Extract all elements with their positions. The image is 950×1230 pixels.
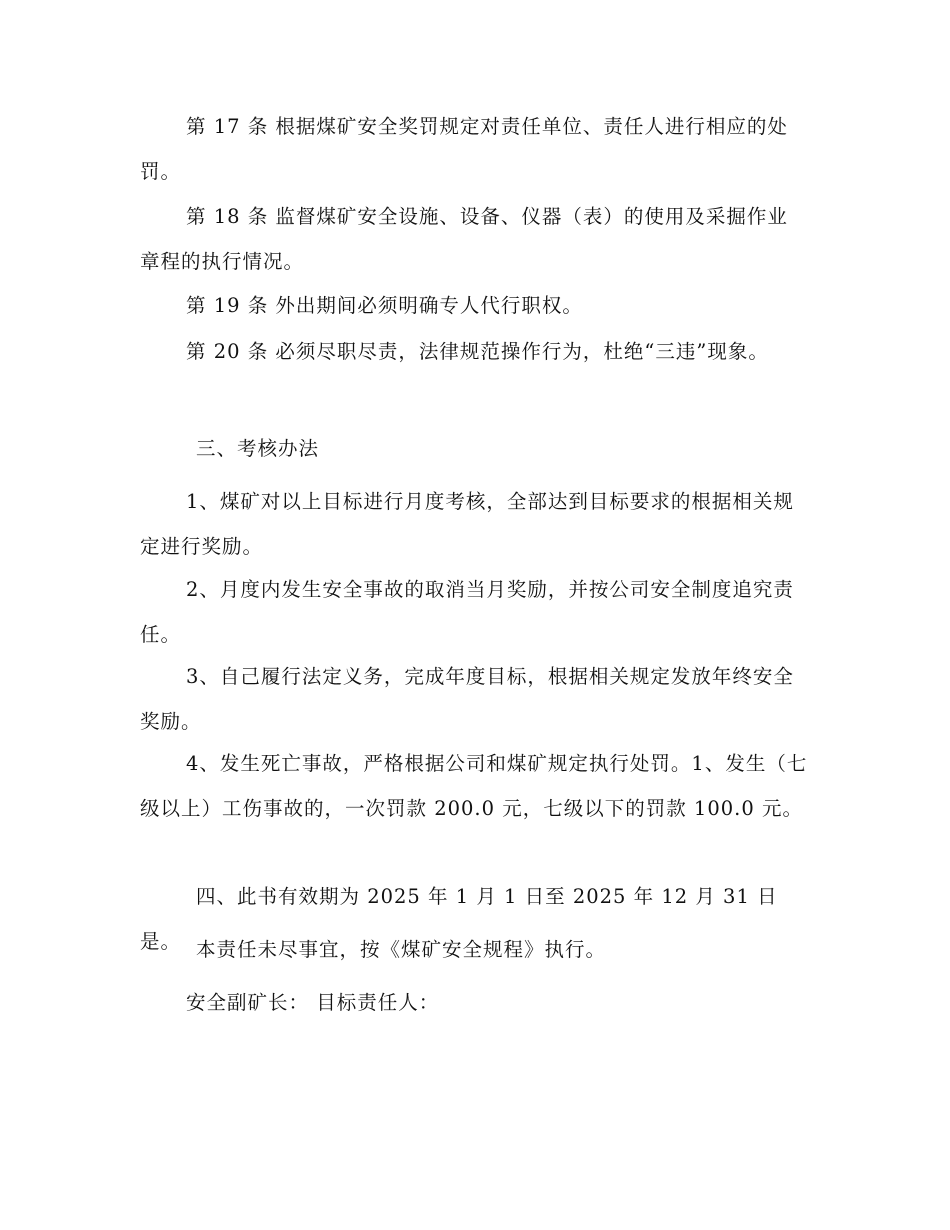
article-20: 第 20 条 必须尽职尽责，法律规范操作行为，杜绝“三违”现象。 xyxy=(186,340,769,363)
assessment-item-2: 2、月度内发生安全事故的取消当月奖励，并按公司安全制度追究责任。 xyxy=(140,578,794,646)
assessment-item-3: 3、自己履行法定义务，完成年度目标，根据相关规定发放年终安全奖励。 xyxy=(140,665,794,733)
assessment-item-1: 1、煤矿对以上目标进行月度考核，全部达到目标要求的根据相关规定进行奖励。 xyxy=(140,490,794,558)
article-19: 第 19 条 外出期间必须明确专人代行职权。 xyxy=(186,294,583,317)
assessment-item-4: 4、发生死亡事故，严格根据公司和煤矿规定执行处罚。1、发生（七级以上）工伤事故的，一次罚款 200.0 元，七级以下的罚款 100.0 元。 xyxy=(140,752,808,820)
supplementary-clause: 本责任未尽事宜，按《煤矿安全规程》执行。 xyxy=(196,938,607,961)
signature-line: 安全副矿长： 目标责任人： xyxy=(186,991,440,1014)
validity-period: 四、此书有效期为 2025 年 1 月 1 日至 2025 年 12 月 31 日是。 xyxy=(140,885,778,953)
article-18: 第 18 条 监督煤矿安全设施、设备、仪器（表）的使用及采掘作业章程的执行情况。 xyxy=(140,205,788,273)
article-17: 第 17 条 根据煤矿安全奖罚规定对责任单位、责任人进行相应的处罚。 xyxy=(140,115,788,183)
section-heading-assessment: 三、考核办法 xyxy=(196,437,320,460)
